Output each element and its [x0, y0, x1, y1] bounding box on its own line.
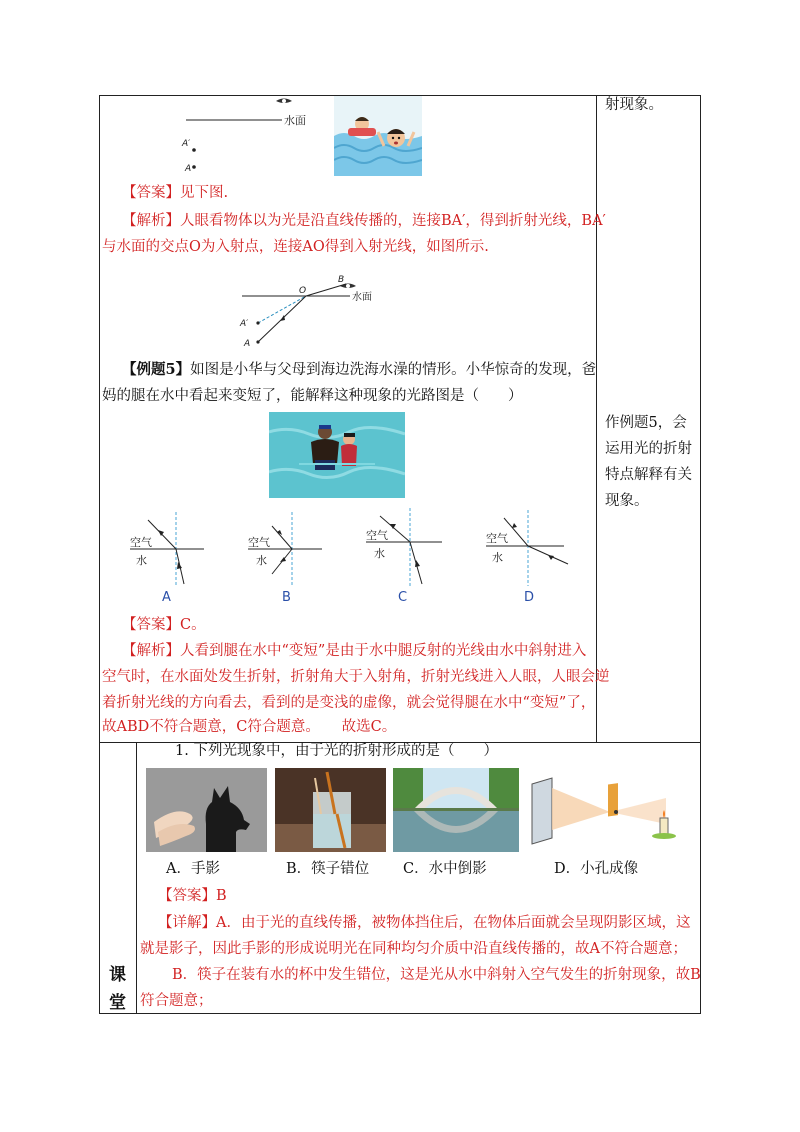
ex5-analysis-line-2: 空气时，在水面处发生折射，折射角大于入射角，折射光线进入人眼，人眼会逆	[102, 669, 610, 685]
table-left-border	[99, 95, 100, 1013]
practice-option-c: C．水中倒影	[403, 861, 487, 877]
water-surface-figure	[180, 96, 330, 180]
right-note-line-2: 运用光的折射	[605, 441, 692, 457]
practice-option-d: D．小孔成像	[554, 861, 639, 877]
chopsticks-glass-image	[275, 768, 386, 852]
water-label: 水面	[284, 114, 306, 127]
option-a-label: A	[162, 590, 171, 604]
right-note-line-1: 作例题5，会	[605, 415, 687, 431]
practice-option-b: B．筷子错位	[286, 861, 370, 877]
ex5-question-line-2: 妈的腿在水中看起来变短了，能解释这种现象的光路图是（ ）	[102, 388, 523, 404]
svg-text:空气: 空气	[366, 529, 388, 542]
point-a-label: A	[185, 164, 192, 174]
hand-shadow-image	[146, 768, 267, 852]
right-note-line-3: 特点解释有关	[605, 467, 692, 483]
option-d-label: D	[524, 590, 535, 604]
point-a-label-2: A	[244, 339, 251, 349]
ex5-analysis-line-4: 故ABD不符合题意，C符合题意。 故选C。	[102, 719, 397, 735]
diagram-option-a	[124, 512, 212, 604]
bridge-reflection-image	[393, 768, 519, 852]
practice-explain-line-3: B．筷子在装有水的杯中发生错位，这是光从水中斜射入空气发生的折射现象，故B	[172, 967, 701, 983]
ex4-answer: 【答案】见下图.	[122, 185, 229, 201]
eye-icon	[276, 99, 292, 104]
pinhole-camera-image	[526, 768, 686, 852]
ex5-question-line-1	[122, 357, 596, 383]
svg-text:空气: 空气	[486, 532, 508, 545]
column-divider	[596, 95, 597, 742]
practice-question-1: 1. 下列光现象中，由于光的折射形成的是（ ）	[175, 743, 498, 759]
svg-text:水: 水	[136, 554, 147, 567]
option-b-label: B	[282, 590, 291, 604]
point-a	[192, 165, 196, 169]
point-a-prime	[192, 148, 196, 152]
right-note-line-4: 现象。	[605, 493, 649, 509]
ex5-analysis-line-3: 着折射光线的方向看去，看到的是变浅的虚像，就会觉得腿在水中“变短”了，	[102, 695, 596, 711]
point-o-label: O	[299, 286, 307, 296]
pool-swimmers-image	[269, 412, 405, 498]
practice-explain-line-1: 【详解】A．由于光的直线传播，被物体挡住后，在物体后面就会呈现阴影区域，这	[158, 915, 691, 931]
side-label-char-1: 课	[109, 965, 126, 985]
option-c-label: C	[398, 590, 408, 604]
refraction-answer-figure	[232, 272, 382, 350]
ex5-title: 【例题5】	[122, 361, 191, 378]
ex5-answer: 【答案】C。	[122, 617, 206, 633]
right-note-top: 射现象。	[605, 97, 663, 113]
table-right-border	[700, 95, 701, 1013]
ex4-analysis-line-1: 【解析】人眼看物体以为光是沿直线传播的，连接BA′，得到折射光线，BA′	[122, 213, 606, 229]
practice-option-a: A．手影	[166, 861, 220, 877]
diagram-option-b	[244, 512, 332, 604]
svg-text:水: 水	[492, 551, 503, 564]
point-a-prime-label: A′	[182, 139, 191, 149]
point-a-prime-label-2: A′	[240, 319, 249, 329]
practice-explain-line-4: 符合题意；	[140, 993, 213, 1009]
diagram-option-c	[362, 508, 454, 604]
practice-explain-line-2: 就是影子，因此手影的形成说明光在同种均匀介质中沿直线传播的，故A不符合题意；	[140, 941, 687, 957]
swimming-children-image	[334, 96, 422, 176]
ex5-analysis-line-1: 【解析】人看到腿在水中“变短”是由于水中腿反射的光线由水中斜射进入	[122, 643, 587, 659]
svg-text:空气: 空气	[130, 536, 152, 549]
water-label-2: 水面	[352, 292, 372, 303]
point-b-label: B	[338, 275, 345, 285]
svg-text:水: 水	[374, 547, 385, 560]
practice-answer: 【答案】B	[158, 888, 227, 904]
diagram-option-d	[482, 510, 578, 604]
side-label-divider	[136, 742, 137, 1013]
ex4-analysis-line-2: 与水面的交点O为入射点，连接AO得到入射光线，如图所示.	[102, 239, 489, 255]
svg-text:空气: 空气	[248, 536, 270, 549]
side-label-char-2: 堂	[109, 993, 126, 1013]
ex5-question-text-1: 如图是小华与父母到海边洗海水澡的情形。小华惊奇的发现，爸	[190, 362, 597, 378]
svg-text:水: 水	[256, 554, 267, 567]
